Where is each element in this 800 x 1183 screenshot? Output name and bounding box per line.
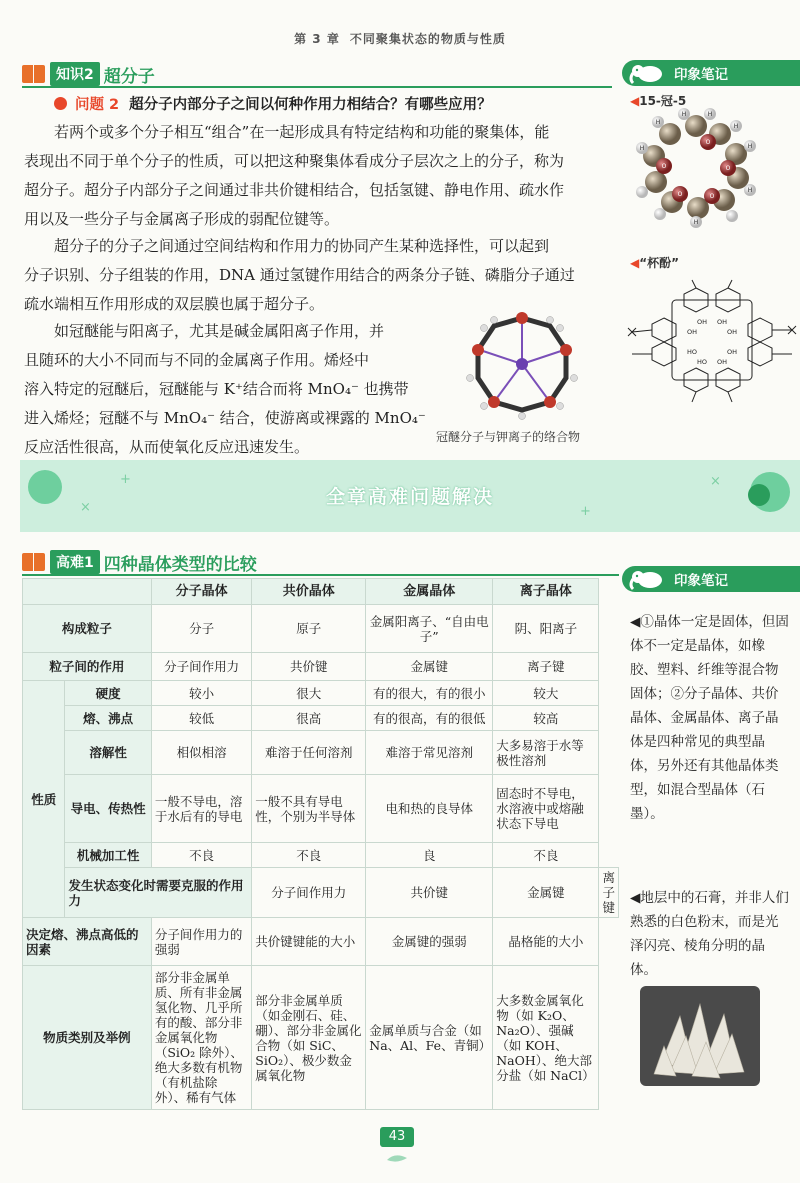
table-cell: 金属键的强弱 <box>366 918 493 966</box>
crown-ball-model-image <box>636 104 756 228</box>
table-row <box>23 605 619 653</box>
table-cell: 大多数金属氧化物（如 K₂O、Na₂O）、强碱（如 KOH、NaOH）、绝大部分盐（如 NaCl） <box>493 966 599 1110</box>
section-title: 四种晶体类型的比较 <box>103 554 257 575</box>
table-cell: 阴、阳离子 <box>493 605 599 653</box>
table-cell: 部分非金属单质（如金刚石、硅、硼）、部分非金属化合物（如 SiC、SiO₂）、极少数金属氧化物 <box>252 966 366 1110</box>
question-text: 超分子内部分子之间以何种作用力相结合？有哪些应用？ <box>129 97 492 113</box>
paragraph-line: 分子识别、分子组装的作用，DNA 通过氢键作用结合的两条分子链、磷脂分子通过 <box>24 266 575 284</box>
section-underline <box>22 86 612 88</box>
crown-ether-complex-image <box>462 308 582 420</box>
chapter-header <box>0 30 800 47</box>
table-cell: 共价键 <box>366 868 493 918</box>
elephant-icon <box>628 61 668 85</box>
table-row <box>23 706 619 731</box>
table-cell: 固态时不导电，水溶液中或熔融状态下导电 <box>493 775 599 843</box>
chapter-title: 不同聚集状态的物质与性质 <box>349 32 506 46</box>
side-note-gypsum: ◀地层中的石膏，并非人们熟悉的白色粉末，而是光泽闪亮、棱角分明的晶体。 <box>630 890 789 978</box>
book-icon <box>22 553 46 571</box>
table-cell: 相似相溶 <box>151 731 251 775</box>
svg-text:H: H <box>693 219 699 226</box>
section-tag: 高难1 <box>50 550 100 574</box>
table-cell: 共价键 <box>252 653 366 681</box>
calixarene-label: ◀“杯酚” <box>630 256 680 270</box>
section-heading-supramolecule <box>22 62 155 86</box>
table-row <box>23 843 619 868</box>
paragraph-line: 进入烯烃；冠醚不与 MnO₄⁻ 结合，使游离或裸露的 MnO₄⁻ <box>24 409 426 427</box>
table-cell: 有的很大，有的很小 <box>366 681 493 706</box>
table-corner-cell <box>23 579 152 605</box>
section-underline <box>22 574 619 576</box>
paragraph-line: 反应活性很高，从而使氧化反应迅速发生。 <box>24 438 310 456</box>
paragraph-2 <box>24 232 616 319</box>
table-cell: 金属键 <box>366 653 493 681</box>
svg-text:H: H <box>747 187 753 194</box>
table-header-cell: 分子晶体 <box>151 579 251 605</box>
table-cell: 良 <box>366 843 493 868</box>
table-row <box>23 966 619 1110</box>
crystal-comparison-table <box>22 578 619 1110</box>
svg-text:HO: HO <box>696 358 708 366</box>
svg-text:HO: HO <box>686 348 698 356</box>
paragraph-line: 超分子。超分子内部分子之间通过非共价键相结合，包括氢键、静电作用、疏水作 <box>24 181 565 199</box>
note-header-2 <box>622 566 800 592</box>
row-label: 决定熔、沸点高低的因素 <box>23 918 152 966</box>
paragraph-line: 溶入特定的冠醚后，冠醚能与 K⁺结合而将 MnO₄⁻ 也携带 <box>24 380 409 398</box>
page-number: 43 <box>380 1127 414 1147</box>
table-cell: 分子间作用力的强弱 <box>151 918 251 966</box>
paragraph-3 <box>24 317 434 462</box>
svg-text:H: H <box>681 111 687 118</box>
table-cell: 一般不导电，溶于水后有的导电 <box>151 775 251 843</box>
table-cell: 共价键键能的大小 <box>252 918 366 966</box>
gypsum-crystal-image <box>640 986 760 1086</box>
section-title: 超分子 <box>103 66 155 87</box>
svg-text:OH: OH <box>696 318 708 326</box>
table-header-cell: 金属晶体 <box>366 579 493 605</box>
section-tag: 知识2 <box>50 62 100 86</box>
svg-text:O: O <box>705 139 711 146</box>
table-cell: 晶格能的大小 <box>493 918 599 966</box>
calixarene-structure-image <box>626 278 798 408</box>
svg-text:O: O <box>709 193 715 200</box>
svg-text:OH: OH <box>686 328 698 336</box>
table-cell: 不良 <box>252 843 366 868</box>
chapter-problems-banner: + × + × 全章高难问题解决 <box>20 460 800 532</box>
table-cell: 离子键 <box>493 653 599 681</box>
table-cell: 离子键 <box>599 868 619 918</box>
table-row <box>23 918 619 966</box>
row-label: 熔、沸点 <box>65 706 151 731</box>
table-cell: 较小 <box>151 681 251 706</box>
table-header-cell: 共价晶体 <box>252 579 366 605</box>
table-cell: 大多易溶于水等极性溶剂 <box>493 731 599 775</box>
table-cell: 较大 <box>493 681 599 706</box>
table-cell: 较高 <box>493 706 599 731</box>
table-row <box>23 653 619 681</box>
table-cell: 难溶于任何溶剂 <box>252 731 366 775</box>
side-note-crystal: ◀①晶体一定是固体，但固体不一定是晶体，如橡胶、塑料、纤维等混合物固体；②分子晶体、共价晶体、金属晶体、离子晶体是四种常见的典型晶体，另外还有其他晶体类型，如混合型晶体（石墨）。 <box>630 614 789 822</box>
table-cell: 难溶于常见溶剂 <box>366 731 493 775</box>
note-title: 印象笔记 <box>674 67 728 83</box>
table-row <box>23 775 619 843</box>
paragraph-1 <box>24 118 616 234</box>
row-label: 硬度 <box>65 681 151 706</box>
note-title: 印象笔记 <box>674 573 728 589</box>
crown-label: ◀15-冠-5 <box>630 94 687 108</box>
paragraph-line: 疏水端相互作用形成的双层膜也属于超分子。 <box>24 295 325 313</box>
table-row <box>23 868 619 918</box>
row-label: 机械加工性 <box>65 843 151 868</box>
row-label: 粒子间的作用 <box>23 653 152 681</box>
svg-text:O: O <box>677 191 683 198</box>
paragraph-line: 表现出不同于单个分子的性质，可以把这种聚集体看成分子层次之上的分子，称为 <box>24 152 565 170</box>
table-cell: 金属键 <box>493 868 599 918</box>
svg-text:OH: OH <box>716 318 728 326</box>
table-cell: 金属阳离子、“自由电子” <box>366 605 493 653</box>
row-label: 物质类别及举例 <box>23 966 152 1110</box>
row-label: 导电、传热性 <box>65 775 151 843</box>
table-cell: 很高 <box>252 706 366 731</box>
chapter-number: 第 3 章 <box>294 32 340 46</box>
svg-text:O: O <box>725 165 731 172</box>
table-cell: 较低 <box>151 706 251 731</box>
table-cell: 电和热的良导体 <box>366 775 493 843</box>
paragraph-line: 用以及一些分子与金属离子形成的弱配位键等。 <box>24 210 340 228</box>
row-label: 溶解性 <box>65 731 151 775</box>
book-icon <box>22 65 46 83</box>
paragraph-line: 超分子的分子之间通过空间结构和作用力的协同产生某种选择性，可以起到 <box>54 237 550 255</box>
svg-text:OH: OH <box>716 358 728 366</box>
note-header-1 <box>622 60 800 86</box>
paragraph-line: 如冠醚能与阳离子，尤其是碱金属阳离子作用，并 <box>54 322 385 340</box>
table-cell: 很大 <box>252 681 366 706</box>
svg-text:H: H <box>747 143 753 150</box>
table-cell: 分子 <box>151 605 251 653</box>
crown-ether-caption: 冠醚分子与钾离子的络合物 <box>436 430 581 444</box>
table-cell: 有的很高，有的很低 <box>366 706 493 731</box>
row-label: 构成粒子 <box>23 605 152 653</box>
svg-text:OH: OH <box>726 348 738 356</box>
svg-text:H: H <box>655 119 661 126</box>
question-label: 问题 2 <box>75 97 120 113</box>
svg-text:O: O <box>661 163 667 170</box>
table-cell: 部分非金属单质、所有非金属氢化物、几乎所有的酸、部分非金属氧化物（SiO₂ 除外）、绝大多数有机物（有机盐除外）、稀有气体 <box>151 966 251 1110</box>
elephant-icon <box>628 567 668 591</box>
table-cell: 分子间作用力 <box>151 653 251 681</box>
table-header-row <box>23 579 619 605</box>
table-cell: 分子间作用力 <box>252 868 366 918</box>
table-cell: 金属单质与合金（如 Na、Al、Fe、青铜） <box>366 966 493 1110</box>
table-cell: 不良 <box>493 843 599 868</box>
svg-text:H: H <box>639 145 645 152</box>
section-heading-crystals <box>22 550 257 574</box>
svg-text:H: H <box>707 111 713 118</box>
banner-title: 全章高难问题解决 <box>325 486 494 508</box>
table-header-cell: 离子晶体 <box>493 579 599 605</box>
table-cell: 一般不具有导电性，个别为半导体 <box>252 775 366 843</box>
leaf-decoration-icon <box>385 1152 409 1164</box>
question-icon <box>54 97 67 110</box>
table-row <box>23 681 619 706</box>
table-cell: 不良 <box>151 843 251 868</box>
question-line <box>54 93 492 114</box>
table-row <box>23 731 619 775</box>
paragraph-line: 若两个或多个分子相互“组合”在一起形成具有特定结构和功能的聚集体，能 <box>54 123 550 141</box>
row-label: 发生状态变化时需要克服的作用力 <box>65 868 252 918</box>
properties-label: 性质 <box>23 681 65 918</box>
svg-text:OH: OH <box>726 328 738 336</box>
paragraph-line: 且随环的大小不同而与不同的金属离子作用。烯烃中 <box>24 351 370 369</box>
table-cell: 原子 <box>252 605 366 653</box>
svg-text:H: H <box>733 123 739 130</box>
